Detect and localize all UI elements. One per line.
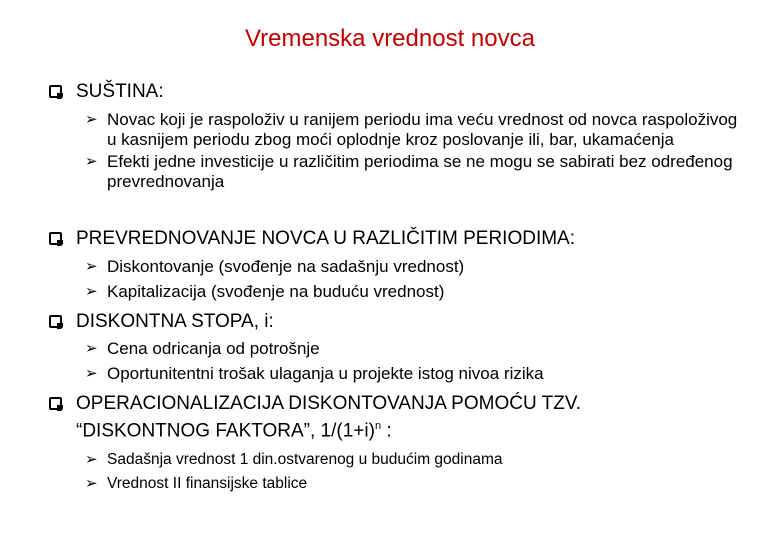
arrow-right-icon: ➢	[85, 258, 98, 275]
arrow-right-icon: ➢	[85, 283, 98, 300]
bullet-list	[47, 257, 747, 302]
arrow-right-icon: ➢	[85, 475, 98, 493]
bullet-list	[47, 339, 747, 384]
list-item: ➢ Sadašnja vrednost 1 din.ostvarenog u budućim godinama	[85, 451, 503, 469]
section-heading: DISKONTNA STOPA, i:	[47, 310, 747, 333]
section-diskontna-stopa	[47, 310, 747, 384]
slide-title: Vremenska vrednost novca	[245, 25, 535, 52]
bullet-list	[47, 450, 747, 493]
list-item: ➢ Efekti jedne investicije u različitim periodima se ne mogu se sabirati bez određenog prevrednovanja	[85, 152, 733, 191]
checkbox-square-icon	[49, 397, 62, 410]
section-heading: SUŠTINA:	[47, 80, 747, 103]
checkbox-square-icon	[49, 85, 62, 98]
bullet-list	[47, 110, 747, 192]
arrow-right-icon: ➢	[85, 153, 98, 170]
section-operacionalizacija	[47, 392, 747, 493]
checkbox-square-icon	[49, 232, 62, 245]
arrow-right-icon: ➢	[85, 111, 98, 128]
arrow-right-icon: ➢	[85, 340, 98, 357]
list-item: ➢ Cena odricanja od potrošnje	[85, 339, 320, 358]
section-heading-line2: “DISKONTNOG FAKTORA”, $1/(1+i)^n$ :	[76, 420, 392, 442]
list-item: ➢ Vrednost II finansijske tablice	[85, 475, 308, 493]
arrow-right-icon: ➢	[85, 451, 98, 469]
section-heading: PREVREDNOVANJE NOVCA U RAZLIČITIM PERIODIMA:	[47, 227, 747, 250]
list-item: ➢ Oportunitentni trošak ulaganja u projekte istog nivoa rizika	[85, 364, 544, 383]
list-item: ➢ Diskontovanje (svođenje na sadašnju vrednost)	[85, 257, 465, 276]
section-sustina	[47, 80, 747, 192]
list-item: ➢ Kapitalizacija (svođenje na buduću vrednost)	[85, 282, 445, 301]
list-item: ➢ Novac koji je raspoloživ u ranijem periodu ima veću vrednost od novca raspoloživog u kasnijem periodu zbog moći oplodnje kroz poslovanje ili, bar, ukamaćenja	[85, 110, 738, 149]
section-heading: OPERACIONALIZACIJA DISKONTOVANJA POMOĆU TZV. “DISKONTNOG FAKTORA”, $1/(1+i)^n$ :	[47, 392, 747, 442]
section-prevrednovanje	[47, 227, 747, 302]
arrow-right-icon: ➢	[85, 365, 98, 382]
checkbox-square-icon	[49, 315, 62, 328]
